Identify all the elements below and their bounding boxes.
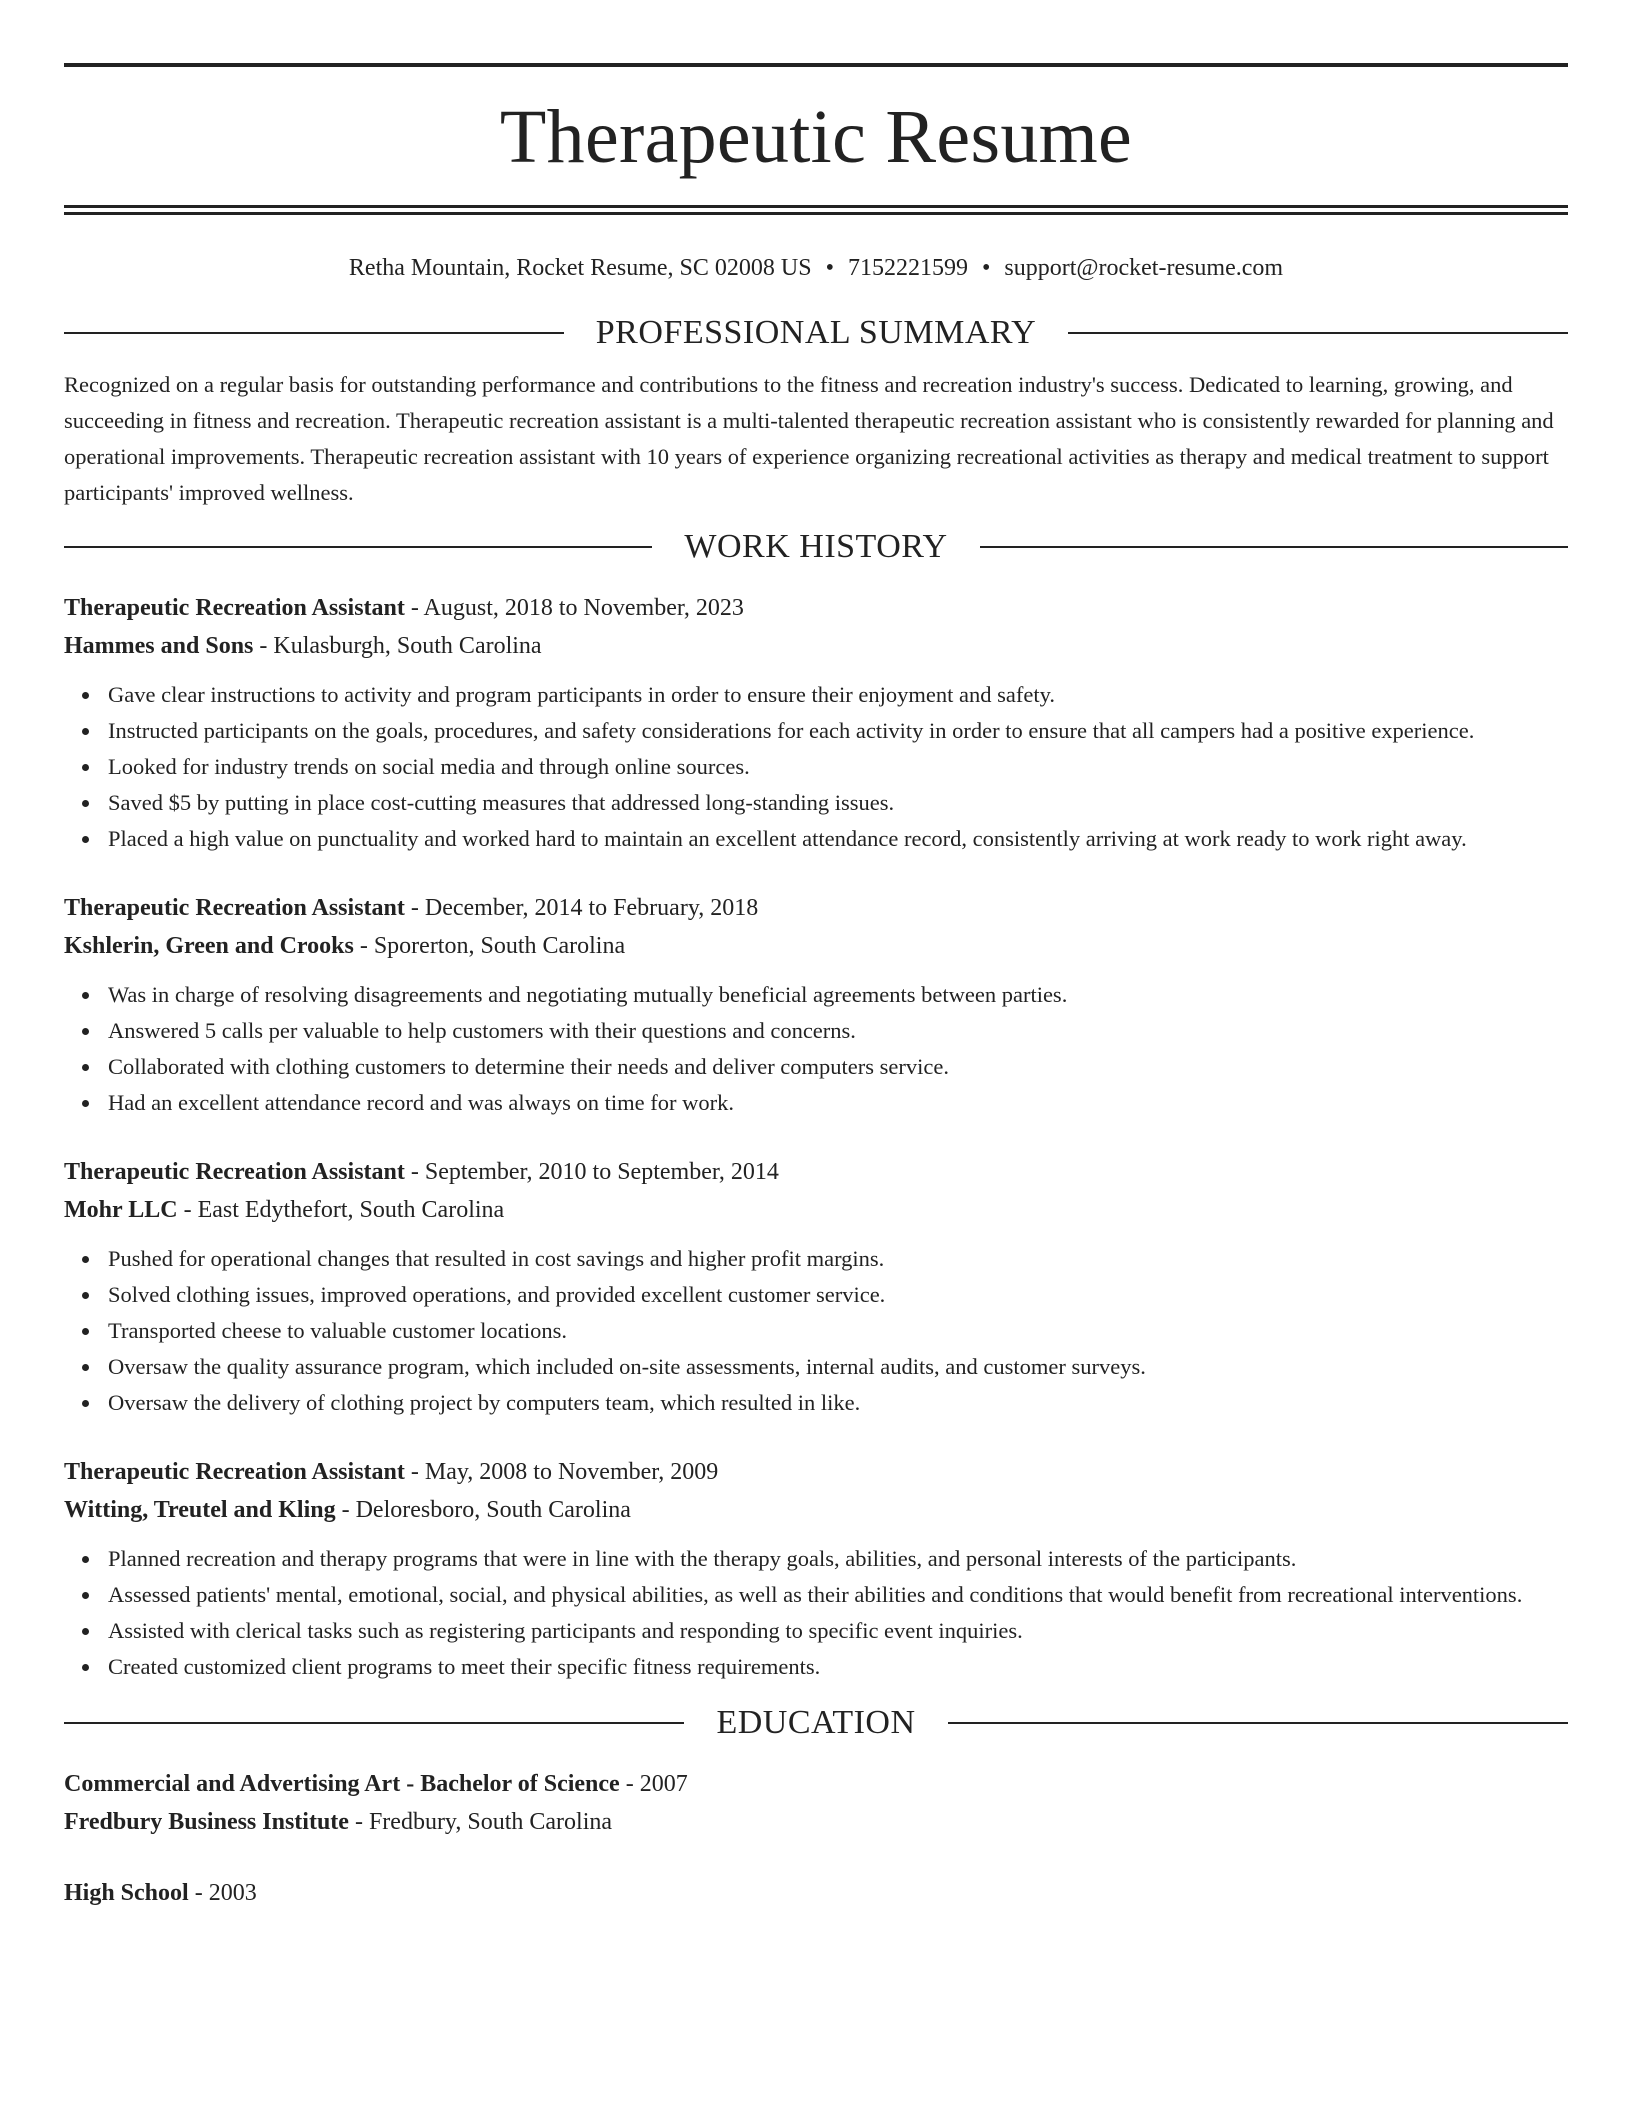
education-degree: Commercial and Advertising Art - Bachelor of Science bbox=[64, 1771, 620, 1797]
job-entry bbox=[64, 889, 1568, 1121]
job-dates: - September, 2010 to September, 2014 bbox=[404, 1159, 779, 1185]
job-title: Therapeutic Recreation Assistant bbox=[64, 1159, 405, 1185]
job-company-line bbox=[64, 1191, 1568, 1229]
bullet-item: Placed a high value on punctuality and worked hard to maintain an excellent attendance record, consistently arriving at work ready to work right away. bbox=[108, 821, 1568, 857]
job-location: - Deloresboro, South Carolina bbox=[335, 1497, 631, 1523]
job-dates: - December, 2014 to February, 2018 bbox=[404, 895, 759, 921]
job-entry bbox=[64, 1153, 1568, 1421]
summary-text: Recognized on a regular basis for outstanding performance and contributions to the fitness and recreation industry's success. Dedicated to learning, growing, and succeeding in fitness and recreation. Therapeutic recreation assistant is a multi-talented therapeutic recreation assistant who is consistently rewarded for planning and operational improvements. Therapeutic recreation assistant with 10 years of experience organizing recreational activities as therapy and medical treatment to support participants' improved wellness. bbox=[64, 372, 1554, 505]
job-location: - Sporerton, South Carolina bbox=[353, 933, 626, 959]
job-entry bbox=[64, 1453, 1568, 1685]
bullet-item: Answered 5 calls per valuable to help customers with their questions and concerns. bbox=[108, 1013, 1568, 1049]
section-rule bbox=[64, 546, 652, 548]
job-bullets bbox=[64, 1241, 1568, 1421]
job-dates: - May, 2008 to November, 2009 bbox=[404, 1459, 719, 1485]
education-degree: High School bbox=[64, 1880, 189, 1906]
job-title: Therapeutic Recreation Assistant bbox=[64, 895, 405, 921]
section-rule bbox=[948, 1722, 1568, 1724]
education-degree-line bbox=[64, 1765, 1568, 1803]
job-title: Therapeutic Recreation Assistant bbox=[64, 1459, 405, 1485]
section-title: EDUCATION bbox=[716, 1704, 916, 1741]
bullet-item: Pushed for operational changes that resulted in cost savings and higher profit margins. bbox=[108, 1241, 1568, 1277]
education-school-line bbox=[64, 1803, 1568, 1841]
education-location: - Fredbury, South Carolina bbox=[348, 1809, 613, 1835]
education-entry bbox=[64, 1765, 1568, 1841]
bullet-item: Was in charge of resolving disagreements and negotiating mutually beneficial agreements between parties. bbox=[108, 977, 1568, 1013]
section-title: WORK HISTORY bbox=[684, 528, 948, 565]
bullet-item: Assisted with clerical tasks such as registering participants and responding to specific event inquiries. bbox=[108, 1613, 1568, 1649]
contact-separator: • bbox=[981, 255, 991, 281]
bullet-item: Instructed participants on the goals, procedures, and safety considerations for each activity in order to ensure that all campers had a positive experience. bbox=[108, 713, 1568, 749]
bullet-item: Assessed patients' mental, emotional, social, and physical abilities, as well as their abilities and conditions that would benefit from recreational interventions. bbox=[108, 1577, 1568, 1613]
title-double-rule bbox=[64, 205, 1568, 215]
section-rule bbox=[980, 546, 1568, 548]
bullet-item: Gave clear instructions to activity and program participants in order to ensure their enjoyment and safety. bbox=[108, 677, 1568, 713]
bullet-item: Oversaw the delivery of clothing project by computers team, which resulted in like. bbox=[108, 1385, 1568, 1421]
job-bullets bbox=[64, 977, 1568, 1121]
job-title-line bbox=[64, 589, 1568, 627]
bullet-item: Transported cheese to valuable customer locations. bbox=[108, 1313, 1568, 1349]
bullet-item: Solved clothing issues, improved operations, and provided excellent customer service. bbox=[108, 1277, 1568, 1313]
contact-separator: • bbox=[825, 255, 834, 281]
job-company: Mohr LLC bbox=[64, 1197, 178, 1223]
job-location: - East Edythefort, South Carolina bbox=[177, 1197, 505, 1223]
section-title: PROFESSIONAL SUMMARY bbox=[595, 314, 1037, 351]
top-rule bbox=[64, 63, 1568, 67]
education-year: - 2003 bbox=[188, 1880, 257, 1906]
bullet-item: Planned recreation and therapy programs that were in line with the therapy goals, abilities, and personal interests of the participants. bbox=[108, 1541, 1568, 1577]
education-degree-line bbox=[64, 1874, 1568, 1912]
job-location: - Kulasburgh, South Carolina bbox=[253, 633, 542, 659]
bullet-item: Looked for industry trends on social media and through online sources. bbox=[108, 749, 1568, 785]
section-heading-work-history bbox=[64, 525, 1568, 569]
section-rule bbox=[1068, 332, 1568, 334]
bullet-item: Saved $5 by putting in place cost-cutting measures that addressed long-standing issues. bbox=[108, 785, 1568, 821]
bullet-item: Collaborated with clothing customers to determine their needs and deliver computers service. bbox=[108, 1049, 1568, 1085]
bullet-item: Had an excellent attendance record and was always on time for work. bbox=[108, 1085, 1568, 1121]
education-school: Fredbury Business Institute bbox=[64, 1809, 349, 1835]
resume-title: Therapeutic Resume bbox=[499, 95, 1133, 179]
contact-address: Retha Mountain, Rocket Resume, SC 02008 US bbox=[348, 255, 812, 281]
job-title: Therapeutic Recreation Assistant bbox=[64, 595, 405, 621]
education-year: - 2007 bbox=[619, 1771, 688, 1797]
job-bullets bbox=[64, 677, 1568, 857]
contact-phone: 7152221599 bbox=[847, 255, 968, 281]
job-company-line bbox=[64, 927, 1568, 965]
job-title-line bbox=[64, 1153, 1568, 1191]
job-dates: - August, 2018 to November, 2023 bbox=[404, 595, 744, 621]
job-company-line bbox=[64, 627, 1568, 665]
contact-email: support@rocket-resume.com bbox=[1004, 255, 1284, 281]
job-title-line bbox=[64, 889, 1568, 927]
bullet-item: Oversaw the quality assurance program, which included on-site assessments, internal audits, and customer surveys. bbox=[108, 1349, 1568, 1385]
bullet-item: Created customized client programs to meet their specific fitness requirements. bbox=[108, 1649, 1568, 1685]
education-entry bbox=[64, 1874, 1568, 1912]
job-company: Kshlerin, Green and Crooks bbox=[64, 933, 354, 959]
section-heading-summary bbox=[64, 311, 1568, 355]
job-company: Witting, Treutel and Kling bbox=[64, 1497, 336, 1523]
section-rule bbox=[64, 332, 564, 334]
job-entry bbox=[64, 589, 1568, 857]
resume-page bbox=[64, 63, 1568, 1912]
job-company-line bbox=[64, 1491, 1568, 1529]
job-bullets bbox=[64, 1541, 1568, 1685]
job-title-line bbox=[64, 1453, 1568, 1491]
job-company: Hammes and Sons bbox=[64, 633, 254, 659]
contact-line bbox=[64, 253, 1568, 283]
section-rule bbox=[64, 1722, 684, 1724]
section-heading-education bbox=[64, 1701, 1568, 1745]
